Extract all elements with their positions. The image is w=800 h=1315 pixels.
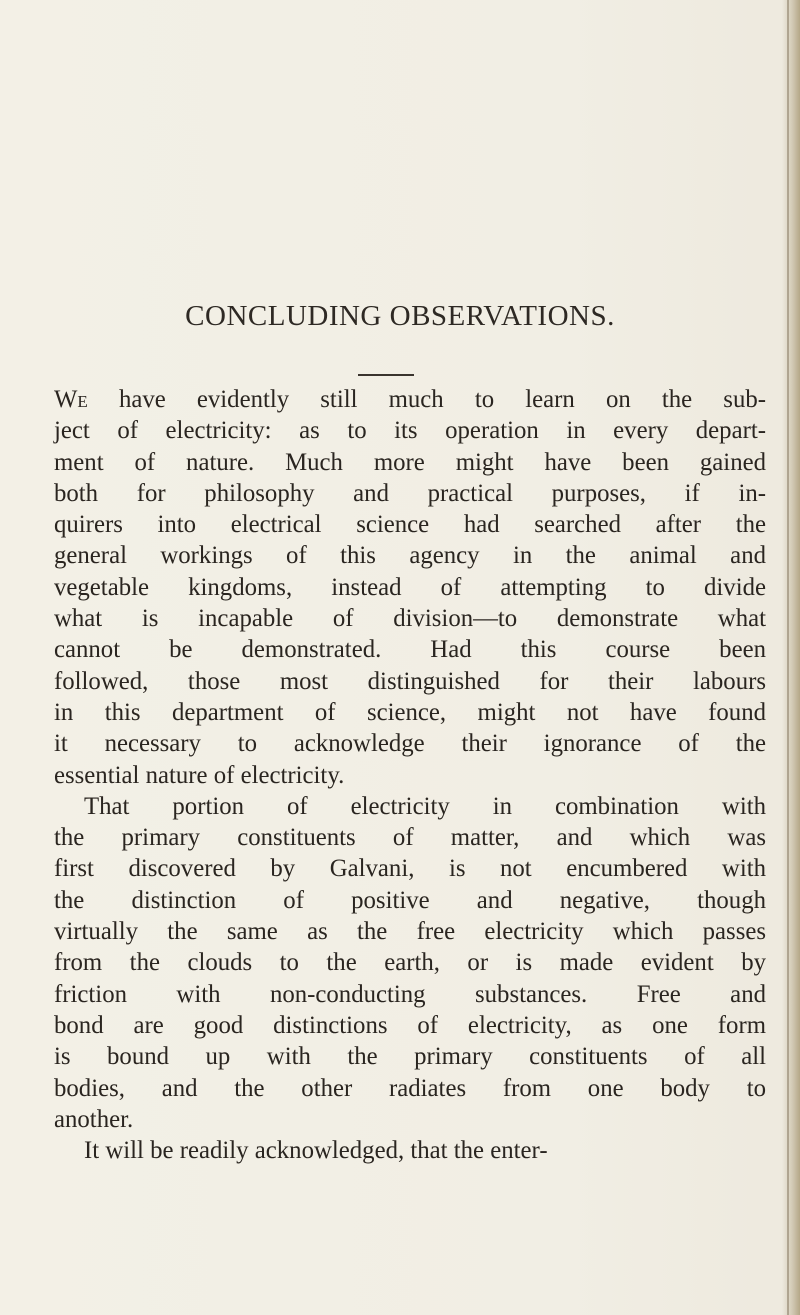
text-line-25: It will be readily acknowledged, that the enter- — [84, 1137, 548, 1165]
text-line-24: another. — [54, 1105, 134, 1133]
text-line-2: ject of electricity: as to its operation in every depart- — [54, 417, 766, 445]
text-line-6: general workings of this agency in the animal and — [54, 542, 766, 570]
text-line-3: ment of nature. Much more might have been gained — [54, 448, 766, 476]
text-line-10: followed, those most distinguished for their labours — [54, 667, 766, 695]
chapter-heading: CONCLUDING OBSERVATIONS. — [185, 300, 615, 332]
text-line-18: virtually the same as the free electricity which passes — [54, 918, 766, 946]
text-line-15: the primary constituents of matter, and which was — [54, 824, 766, 852]
page-edge-shadow — [782, 0, 800, 1315]
text-line-14: That portion of electricity in combination with — [84, 792, 766, 820]
text-line-19: from the clouds to the earth, or is made evident by — [54, 949, 766, 977]
text-line-23: bodies, and the other radiates from one body to — [54, 1074, 766, 1102]
text-line-16: first discovered by Galvani, is not encumbered with — [54, 855, 766, 883]
text-line-7: vegetable kingdoms, instead of attempting to divide — [54, 573, 766, 601]
text-line-22: is bound up with the primary constituents of all — [54, 1043, 766, 1071]
page-binding-line — [787, 0, 789, 1315]
body-text — [54, 384, 766, 1166]
opening-word: We — [54, 386, 88, 413]
text-line-8: what is incapable of division—to demonstrate what — [54, 605, 766, 633]
text-line-21: bond are good distinctions of electricity, as one form — [54, 1011, 766, 1039]
text-line-9: cannot be demonstrated. Had this course been — [54, 636, 766, 664]
heading-rule — [358, 374, 414, 376]
text-line-20: friction with non-conducting substances. Free and — [54, 980, 766, 1008]
text-line-12: it necessary to acknowledge their ignorance of the — [54, 730, 766, 758]
text-line-11: in this department of science, might not have found — [54, 698, 766, 726]
text-line-4: both for philosophy and practical purposes, if in- — [54, 479, 766, 507]
text-line-17: the distinction of positive and negative, though — [54, 886, 766, 914]
text-line-5: quirers into electrical science had searched after the — [54, 511, 766, 539]
text-line-13: essential nature of electricity. — [54, 761, 345, 789]
text-line-1: We have evidently still much to learn on the sub- — [54, 386, 766, 413]
